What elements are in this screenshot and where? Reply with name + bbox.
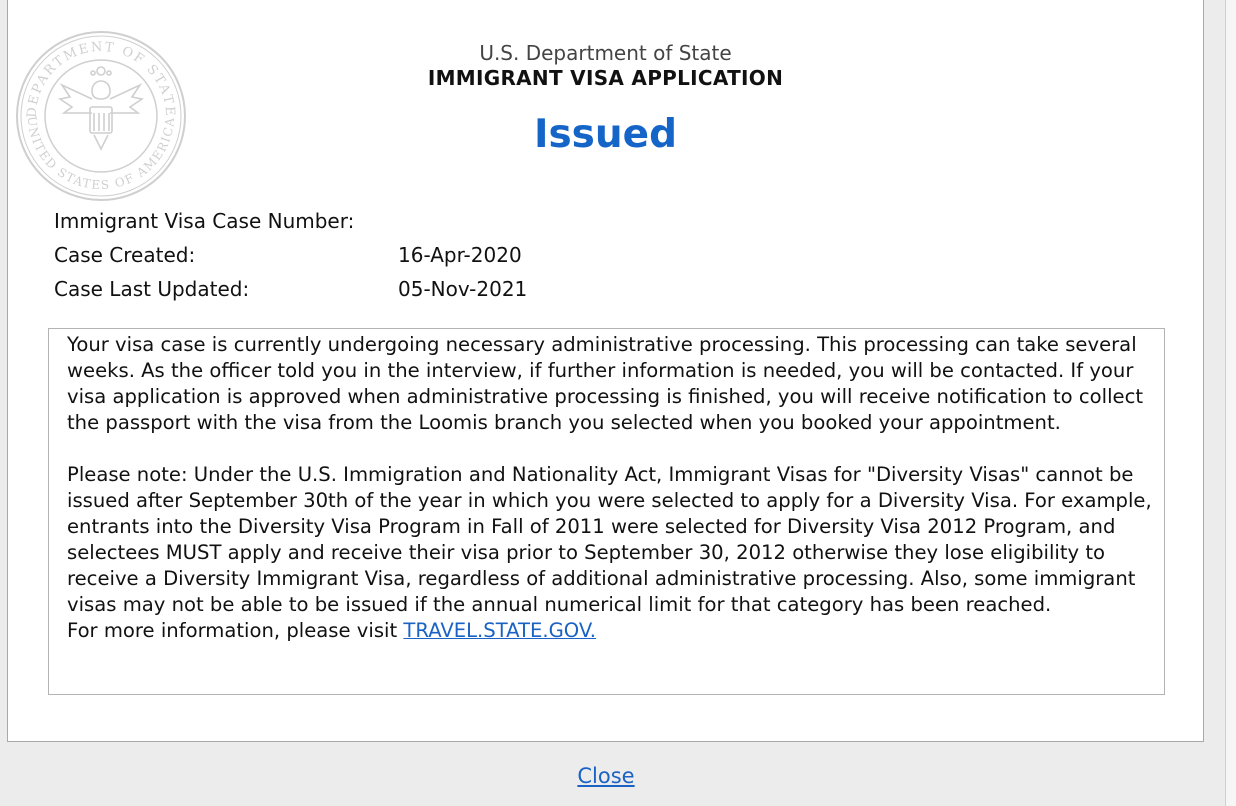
more-info-line [67,618,1154,644]
seal-top-text: DEPARTMENT OF STATE [24,39,178,119]
status-message-box [48,328,1165,695]
case-info [54,204,527,306]
case-updated-row [54,272,527,306]
travel-state-gov-link[interactable]: TRAVEL.STATE.GOV. [403,619,596,642]
case-created-row [54,238,527,272]
case-updated-value: 05-Nov-2021 [398,277,528,301]
application-title: IMMIGRANT VISA APPLICATION [427,66,784,90]
window-edge [1225,0,1236,806]
case-created-label: Case Created: [54,243,196,267]
case-number-row [54,204,527,238]
case-updated-label: Case Last Updated: [54,277,250,301]
more-info-text: For more information, please visit [67,619,404,642]
close-link-container [0,764,1212,788]
diversity-visa-note: Please note: Under the U.S. Immigration and Nationality Act, Immigrant Visas for "Diversity Visas" cannot be issued after September 30th of the year in which you were selected to apply for a Diversity Visa. For example, entrants into the Diversity Visa Program in Fall of 2011 were selected for Diversity Visa 2012 Program, and selectees MUST apply and receive their visa prior to September 30, 2012 otherwise they lose eligibility to receive a Diversity Immigrant Visa, regardless of additional administrative processing. Also, some immigrant visas may not be able to be issued if the annual numerical limit for that category has been reached. [67,463,1152,616]
status-panel [7,0,1204,742]
agency-name: U.S. Department of State [479,41,732,65]
case-number-label: Immigrant Visa Case Number: [54,209,355,233]
close-link[interactable]: Close [577,764,635,788]
case-created-value: 16-Apr-2020 [398,243,522,267]
seal-bottom-text: UNITED STATES OF AMERICA [24,115,178,193]
processing-message: Your visa case is currently undergoing necessary administrative processing. This processing can take several weeks. As the officer told you in the interview, if further information is needed, you will be contacted. If your visa application is approved when administrative processing is finished, you will receive notification to collect the passport with the visa from the Loomis branch you selected when you booked your appointment. [67,333,1144,434]
status-label: Issued [533,112,678,157]
paragraph-spacer [67,436,1154,462]
